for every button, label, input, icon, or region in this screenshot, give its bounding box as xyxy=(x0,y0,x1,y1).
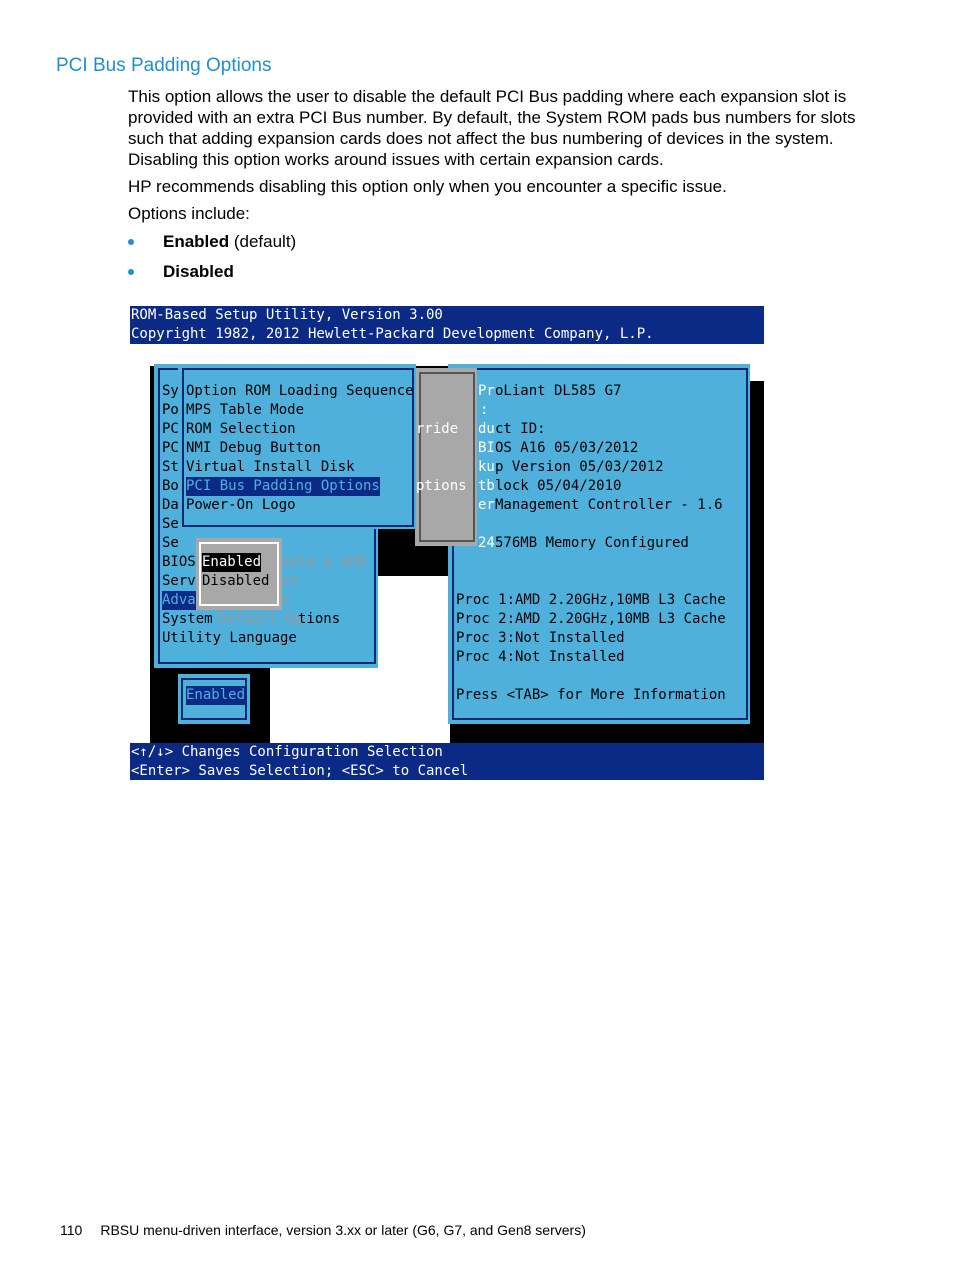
info-fragment: : xyxy=(480,402,489,418)
submenu-item[interactable]: Virtual Install Disk xyxy=(186,459,355,475)
covered-text: rride xyxy=(416,421,459,437)
info-text: oLiant DL585 G7 xyxy=(495,383,622,399)
bios-key-help: <↑/↓> Changes Configuration Selection xyxy=(131,744,443,760)
description-paragraph: This option allows the user to disable the default PCI Bus padding where each expansion slot is provided with an extra PCI Bus number. By default, the System ROM pads bus numbers for slots such that adding expansion cards does not affect the bus numbering of devices in the system. Disabling this option works around issues with certain expansion cards. xyxy=(128,87,856,169)
footer-text: RBSU menu-driven interface, version 3.xx or later (G6, G7, and Gen8 servers) xyxy=(100,1222,586,1238)
info-hint: Press <TAB> for More Information xyxy=(456,687,726,703)
current-value: Enabled xyxy=(186,687,246,703)
option-note: (default) xyxy=(229,232,297,251)
popup-option[interactable]: Disabled xyxy=(202,573,270,589)
main-menu-item[interactable]: Da xyxy=(162,497,179,513)
info-text: Proc 1:AMD 2.20GHz,10MB L3 Cache xyxy=(456,592,726,608)
bios-screenshot xyxy=(130,306,764,780)
bios-title: ROM-Based Setup Utility, Version 3.00 xyxy=(131,307,443,323)
covered-text: s xyxy=(282,592,291,608)
main-menu-item[interactable]: Se xyxy=(162,535,179,551)
submenu-item[interactable]: NMI Debug Button xyxy=(186,440,321,456)
main-menu-item-selected[interactable]: Adva xyxy=(162,592,196,608)
covered-text: sole & EMS xyxy=(282,554,367,570)
bios-header xyxy=(130,306,764,344)
covered-text: ptions xyxy=(416,478,467,494)
info-text: Proc 4:Not Installed xyxy=(456,649,625,665)
section-title: PCI Bus Padding Options xyxy=(56,55,272,76)
main-menu-item[interactable]: System xyxy=(162,611,213,627)
info-fragment: Pr xyxy=(478,383,495,399)
submenu-item-selected[interactable]: PCI Bus Padding Options xyxy=(186,478,380,494)
main-menu-item[interactable]: Sy xyxy=(162,383,179,399)
main-menu-item[interactable]: Utility Language xyxy=(162,630,297,646)
options-intro: Options include: xyxy=(128,204,250,223)
info-fragment: BI xyxy=(478,440,495,456)
bios-footer xyxy=(130,743,764,780)
submenu-item[interactable]: Power-On Logo xyxy=(186,497,296,513)
info-fragment: 24 xyxy=(478,535,495,551)
submenu-item[interactable]: Option ROM Loading Sequence xyxy=(186,383,414,399)
main-menu-item[interactable]: BIOS xyxy=(162,554,196,570)
info-text: lock 05/04/2010 xyxy=(495,478,622,494)
submenu-item[interactable]: MPS Table Mode xyxy=(186,402,305,418)
info-text: Management Controller - 1.6 xyxy=(495,497,723,513)
bullet-icon xyxy=(128,239,134,245)
info-fragment: er xyxy=(478,497,495,513)
main-menu-item[interactable]: PC xyxy=(162,421,179,437)
info-text: OS A16 05/03/2012 xyxy=(495,440,639,456)
main-menu-item[interactable]: Po xyxy=(162,402,179,418)
covered-text: tions xyxy=(298,611,341,627)
main-menu-item[interactable]: Bo xyxy=(162,478,179,494)
info-text: Proc 2:AMD 2.20GHz,10MB L3 Cache xyxy=(456,611,726,627)
popup-option-selected[interactable]: Enabled xyxy=(202,554,262,570)
info-fragment: tb xyxy=(478,478,495,494)
main-menu-item[interactable]: Serv xyxy=(162,573,196,589)
option-name: Enabled xyxy=(163,232,230,251)
bios-copyright: Copyright 1982, 2012 Hewlett-Packard Development Company, L.P. xyxy=(131,326,654,342)
option-name: Disabled xyxy=(163,262,234,281)
main-menu-item[interactable]: PC xyxy=(162,440,179,456)
page-footer xyxy=(60,1222,586,1238)
info-text: 576MB Memory Configured xyxy=(495,535,689,551)
main-menu-item[interactable]: Se xyxy=(162,516,179,532)
page-number: 110 xyxy=(60,1222,83,1238)
covered-text: Default Op xyxy=(218,611,303,627)
info-fragment: ku xyxy=(478,459,495,475)
info-fragment: du xyxy=(478,421,495,437)
info-text: p Version 05/03/2012 xyxy=(495,459,664,475)
recommendation-paragraph: HP recommends disabling this option only when you encounter a specific issue. xyxy=(128,177,727,196)
covered-text: xt xyxy=(282,573,299,589)
info-text: Proc 3:Not Installed xyxy=(456,630,625,646)
bullet-icon xyxy=(128,269,134,275)
bios-key-help: <Enter> Saves Selection; <ESC> to Cancel xyxy=(131,763,469,779)
info-text: ct ID: xyxy=(495,421,546,437)
submenu-item[interactable]: ROM Selection xyxy=(186,421,296,437)
main-menu-item[interactable]: St xyxy=(162,459,179,475)
